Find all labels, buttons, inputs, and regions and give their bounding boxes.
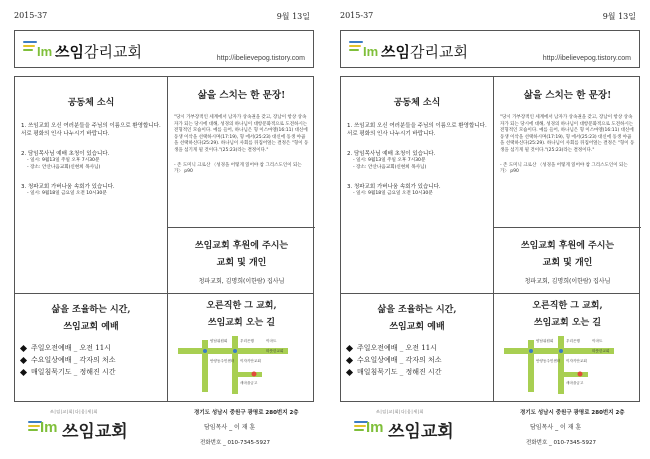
news-item: 1. 쓰임교회 오신 여러분들을 주님의 이름으로 환영합니다. 서로 평화의 인사 나누시기 바랍니다. [21,123,161,137]
footer-church-name: 쓰임교회 [388,422,454,442]
map-label: 우리은행 [566,339,580,343]
worship-title-1: 삶을 조율하는 시간, [51,305,131,315]
church-name: 쓰임감리교회 [55,43,142,61]
header-banner [14,30,314,68]
issue-date: 9월 13일 [276,12,310,21]
sponsors-title-2: 교회 및 개인 [542,258,593,268]
worship-item: 수요일상예배 _ 각자의 처소 [347,354,487,366]
sentence-source: - 존 도미닉 크로산 〈성경을 어떻게 읽어야 참 그리스도인이 되는가〉 p90 [500,162,628,175]
address: 경기도 성남시 중원구 광명로 280번지 2층 [520,410,625,416]
footer [14,405,314,455]
directions-title-1: 오른직한 그 교회, [532,301,603,311]
sentence-title: 삶을 스치는 한 문장! [523,90,612,101]
news-title: 공동체 소식 [393,98,441,108]
worship-title-2: 쓰임교회 예배 [63,322,119,332]
map-label: 이자키안교회 [566,359,587,363]
map-label: 따뜻한교회 [266,349,284,353]
phone: 전화번호 _ 010-7345-5927 [200,440,270,446]
pastor: 담임목사 _ 이 재 훈 [204,424,256,431]
directions-section [168,294,315,403]
community-news [15,77,167,293]
footer [340,405,640,455]
worship-item: 주일오전예배 _ 오전 11시 [347,342,487,354]
map-label: 이마트 [592,339,603,343]
sponsors-names: 청파교회, 김명희(이한람) 집사님 [198,278,285,285]
worship-item: 매일침묵기도 _ 정해진 시간 [21,366,161,378]
header-banner [340,30,640,68]
map-label: 안양동주민센터 [210,359,235,363]
sponsors-title-2: 교회 및 개인 [216,258,267,268]
map-label: 새마을금고 [240,381,258,385]
content-grid [14,76,314,402]
sponsors-title-1: 쓰임교회 후원에 주시는 [194,241,289,251]
directions-title-2: 쓰임교회 오는 길 [207,318,276,328]
footer-logo-im: Im [366,419,384,436]
sentence-source: - 존 도미닉 크로산 〈성경을 어떻게 읽어야 참 그리스도인이 되는가〉 p90 [174,162,302,175]
sentence-quote: "당시 가부장적인 세계에서 남자가 상속권을 갖고, 장남이 항상 상속자가 되는 당시에 대해, 성경의 하나님이 대항문화적으로 도전하시는 전형적인 모습이다. 예를 들어, 하나님은 형 이스마엘(16:11) 대신에 동생 이삭을 선택하시며(17:19), 형 에서(25:23) 대신에 동생 야곱을 선택하신다(25:29). 하나님이 사회를 뒤집어엎는 결정은 "형이 동생을 섬기게 될 것이다."(25:23)라는 결정이다." [174,115,309,153]
footer-logo-im: Im [40,419,58,436]
news-detail: - 일시: 9월13일 주일 오후 7시30분 [27,158,100,163]
sponsors-section [494,228,641,293]
sentence-section [494,77,641,227]
news-detail: - 장소: 안산나음교회(신현희 목사님) [353,164,427,170]
map-label: 우리은행 [240,339,254,343]
sponsors-names: 청파교회, 김명희(이한람) 집사님 [524,278,611,285]
directions-section [494,294,641,403]
map-label: 따뜻한교회 [592,349,610,353]
map-label: 양남위원회 [536,339,554,343]
address: 경기도 성남시 중원구 광명로 280번지 2층 [194,410,299,416]
logo-subtitle: 쓰|임|교|회|다|움|세|회 [50,409,98,414]
church-name: 쓰임감리교회 [381,43,468,61]
footer-church-name: 쓰임교회 [62,422,128,442]
news-item: 3. 청파교회 가버나움 속회가 있습니다. [347,184,441,190]
sentence-quote: "당시 가부장적인 세계에서 남자가 상속권을 갖고, 장남이 항상 상속자가 되는 당시에 대해, 성경의 하나님이 대항문화적으로 도전하시는 전형적인 모습이다. 예를 들어, 하나님은 형 이스마엘(16:11) 대신에 동생 이삭을 선택하시며(17:19), 형 에서(25:23) 대신에 동생 야곱을 선택하신다(25:29). 하나님이 사회를 뒤집어엎는 결정은 "형이 동생을 섬기게 될 것이다."(25:23)라는 결정이다." [500,115,635,153]
bulletin-left [6,0,324,459]
map-label: 양남위원회 [210,339,228,343]
news-item: 2. 담임목사님 예배 초청이 있습니다. [21,151,110,157]
worship-section [341,294,493,403]
map-label: 새마을금고 [566,381,584,385]
diamond-icon [20,356,27,363]
worship-section [15,294,167,403]
church-marker-icon [252,372,257,377]
sentence-section [168,77,315,227]
worship-item: 매일침묵기도 _ 정해진 시간 [347,366,487,378]
diamond-icon [20,344,27,351]
news-item: 1. 쓰임교회 오신 여러분들을 주님의 이름으로 환영합니다. 서로 평화의 인사 나누시기 바랍니다. [347,123,487,137]
blog-url[interactable]: http://ibelievepog.tistory.com [542,55,631,62]
phone: 전화번호 _ 010-7345-5927 [526,440,596,446]
map-label: 이마트 [266,339,277,343]
logo-im: Im [37,44,53,59]
news-item: 2. 담임목사님 예배 초청이 있습니다. [347,151,436,157]
directions-title-1: 오른직한 그 교회, [206,301,277,311]
pastor: 담임목사 _ 이 재 훈 [530,424,582,431]
worship-title-1: 삶을 조율하는 시간, [377,305,457,315]
diamond-icon [346,344,353,351]
diamond-icon [20,368,27,375]
news-detail: - 일시: 9월18일 금요일 오전 10시30분 [27,191,107,196]
diamond-icon [346,368,353,375]
sponsors-title-1: 쓰임교회 후원에 주시는 [520,241,615,251]
directions-map [500,332,635,398]
issue-number: 2015-37 [14,11,48,20]
news-detail: - 일시: 9월13일 주일 오후 7시30분 [353,158,426,163]
worship-item: 수요일상예배 _ 각자의 처소 [21,354,161,366]
logo-im: Im [363,44,379,59]
map-label: 안양동주민센터 [536,359,561,363]
news-detail: - 장소: 안산나음교회(신현희 목사님) [27,164,101,170]
news-title: 공동체 소식 [67,98,115,108]
issue-date: 9월 13일 [602,12,636,21]
news-item: 3. 청파교회 가버나움 속회가 있습니다. [21,184,115,190]
map-label: 이자키안교회 [240,359,261,363]
directions-title-2: 쓰임교회 오는 길 [533,318,602,328]
issue-number: 2015-37 [340,11,374,20]
sponsors-section [168,228,315,293]
worship-item: 주일오전예배 _ 오전 11시 [21,342,161,354]
diamond-icon [346,356,353,363]
logo-subtitle: 쓰|임|교|회|다|움|세|회 [376,409,424,414]
sentence-title: 삶을 스치는 한 문장! [197,90,286,101]
blog-url[interactable]: http://ibelievepog.tistory.com [216,55,305,62]
bulletin-right [332,0,650,459]
church-marker-icon [578,372,583,377]
community-news [341,77,493,293]
news-detail: - 일시: 9월18일 금요일 오전 10시30분 [353,191,433,196]
worship-title-2: 쓰임교회 예배 [389,322,445,332]
content-grid [340,76,640,402]
directions-map [174,332,309,398]
